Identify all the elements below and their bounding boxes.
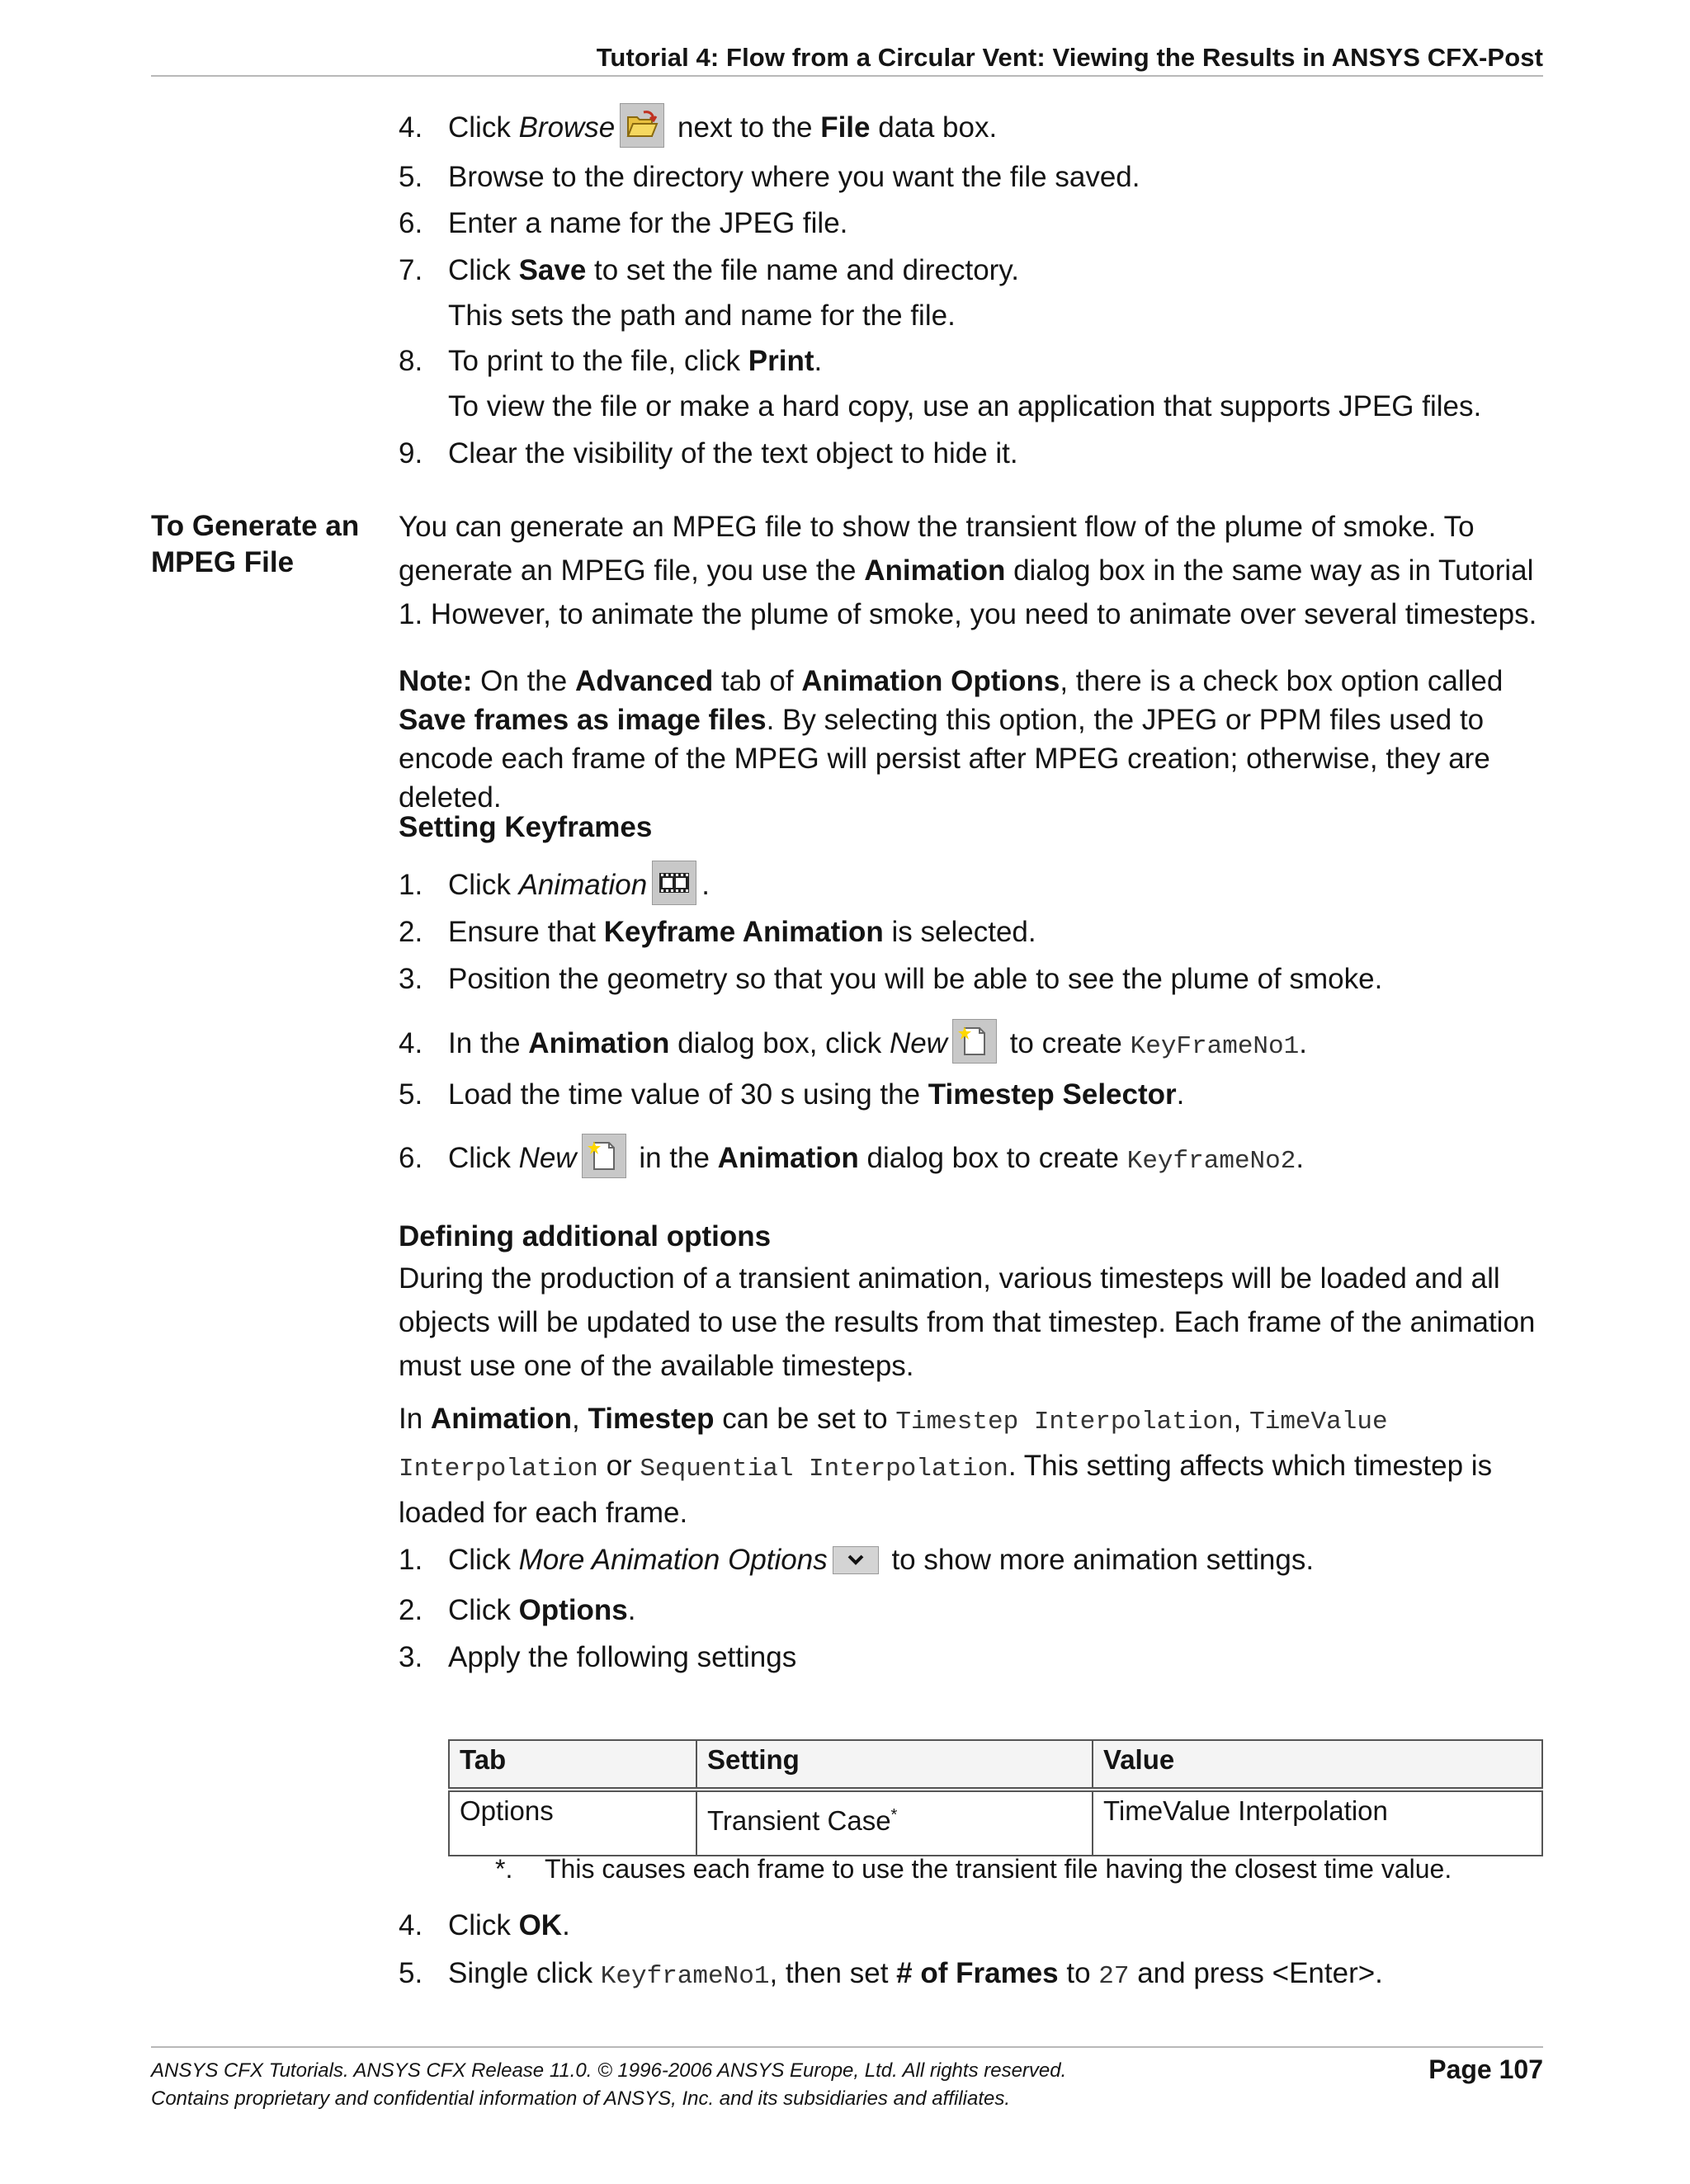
table-cell: TimeValue Interpolation — [1093, 1790, 1542, 1856]
step-detail: This sets the path and name for the file. — [448, 300, 956, 332]
footer-confidentiality: Contains proprietary and confidential information of ANSYS, Inc. and its subsidiaries and affiliates. — [151, 2087, 1010, 2110]
table-cell: Transient Case* — [696, 1790, 1093, 1856]
page-header-title: Tutorial 4: Flow from a Circular Vent: Viewing the Results in ANSYS CFX-Post — [596, 43, 1543, 72]
new-document-icon — [952, 1019, 997, 1064]
column-header: Value — [1093, 1740, 1542, 1790]
header-divider — [151, 75, 1543, 77]
chevron-down-icon — [833, 1546, 879, 1574]
note-paragraph: Note: On the Advanced tab of Animation Options, there is a check box option called Save frames as image files. By selecting this option, the JPEG or PPM files used to encode each frame of the MPEG will persist after MPEG creation; otherwise, they are deleted. — [399, 665, 1504, 814]
table-row — [449, 1790, 1542, 1856]
step-number: 4. — [399, 111, 423, 144]
footer-divider — [151, 2046, 1543, 2048]
film-strip-icon — [652, 861, 696, 905]
column-header: Setting — [696, 1740, 1093, 1790]
column-header: Tab — [449, 1740, 696, 1790]
subheading-additional-options: Defining additional options — [399, 1220, 772, 1252]
intro-paragraph: You can generate an MPEG file to show the transient flow of the plume of smoke. To generate an MPEG file, you use the Animation dialog box in the same way as in Tutorial 1. However, to animate the plume of smoke, you need to animate over several timesteps. — [399, 511, 1537, 630]
options-paragraph: During the production of a transient animation, various timesteps will be loaded and all objects will be updated to use the results from that timestep. Each frame of the animation must use one of the available timesteps. — [399, 1262, 1536, 1382]
new-document-icon — [582, 1134, 626, 1178]
table-header-row — [449, 1740, 1542, 1790]
step-detail: To view the file or make a hard copy, use an application that supports JPEG files. — [448, 390, 1482, 422]
timestep-paragraph: In Animation, Timestep can be set to Timestep Interpolation, TimeValue Interpolation or Sequential Interpolation. This setting affects which timestep is loaded for each frame. — [399, 1403, 1493, 1529]
folder-open-icon — [620, 103, 664, 148]
table-cell: Options — [449, 1790, 696, 1856]
side-heading: To Generate an MPEG File — [151, 510, 360, 578]
page-number: Page 107 — [1428, 2054, 1543, 2084]
subheading-setting-keyframes: Setting Keyframes — [399, 811, 653, 843]
footer-copyright: ANSYS CFX Tutorials. ANSYS CFX Release 11.0. © 1996-2006 ANSYS Europe, Ltd. All rights reserved. — [151, 2059, 1067, 2082]
table-footnote: *. This causes each frame to use the transient file having the closest time value. — [495, 1854, 1452, 1884]
settings-table — [448, 1739, 1543, 1856]
